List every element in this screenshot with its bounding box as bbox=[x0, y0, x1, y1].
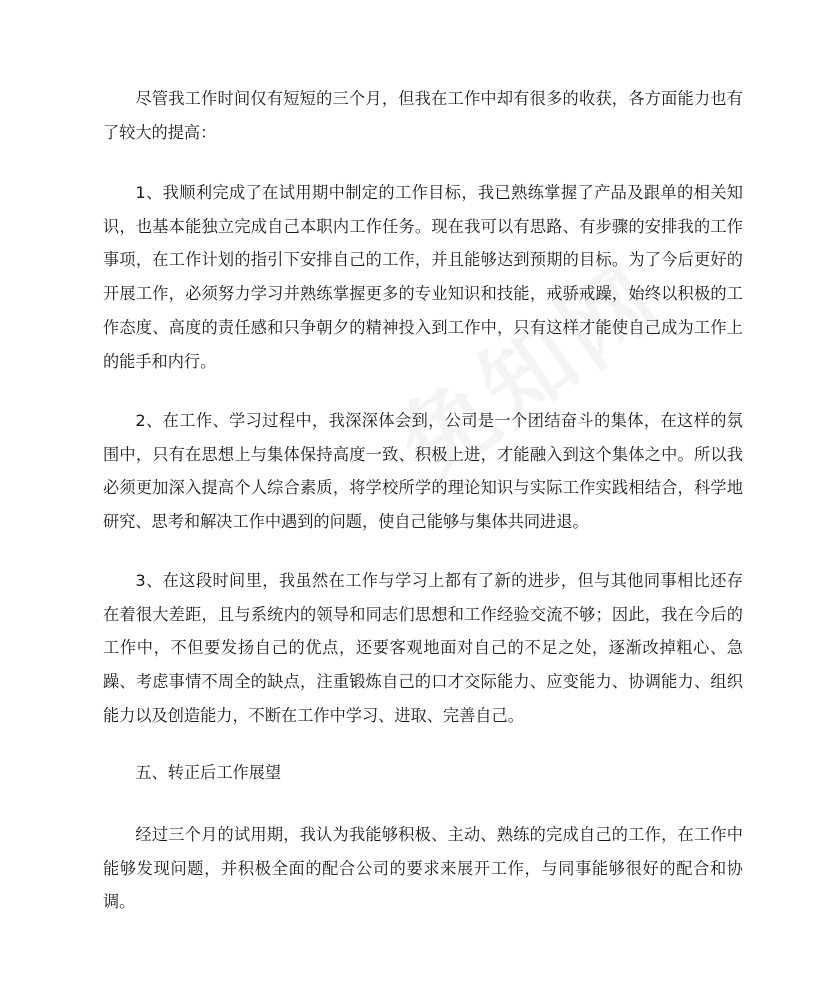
section-heading: 五、转正后工作展望 bbox=[135, 763, 282, 782]
point-3-paragraph: 3、在这段时间里，我虽然在工作与学习上都有了新的进步，但与其他同事相比还存在着很大差距，且与系统内的领导和同志们思想和工作经验交流不够；因此，我在今后的工作中，不但要发扬自己的优点，还要客观地面对自己的不足之处，逐渐改掉粗心、急躁、考虑事情不周全的缺点，注重锻炼自己的口才交际能力、应变能力、协调能力、组织能力以及创造能力，不断在工作中学习、进取、完善自己。 bbox=[103, 571, 743, 725]
point-2-paragraph: 2、在工作、学习过程中，我深深体会到，公司是一个团结奋斗的集体，在这样的氛围中，只有在思想上与集体保持高度一致、积极上进，才能融入到这个集体之中。所以我必须更加深入提高个人综合素质，将学校所学的理论知识与实际工作实践相结合，科学地研究、思考和解决工作中遇到的问题，使自己能够与集体共同进退。 bbox=[103, 411, 743, 532]
intro-paragraph: 尽管我工作时间仅有短短的三个月，但我在工作中却有很多的收获，各方面能力也有了较大的提高： bbox=[103, 89, 743, 142]
point-1-paragraph: 1、我顺利完成了在试用期中制定的工作目标，我已熟练掌握了产品及跟单的相关知识，也基本能独立完成自己本职内工作任务。现在我可以有思路、有步骤的安排我的工作事项，在工作计划的指引下安排自己的工作，并且能够达到预期的目标。为了今后更好的开展工作，必须努力学习并熟练掌握更多的专业知识和技能，戒骄戒躁，始终以积极的工作态度、高度的责任感和只争朝夕的精神投入到工作中，只有这样才能使自己成为工作上的能手和内行。 bbox=[103, 183, 743, 371]
outlook-paragraph: 经过三个月的试用期，我认为我能够积极、主动、熟练的完成自己的工作，在工作中能够发现问题，并积极全面的配合公司的要求来展开工作，与同事能够很好的配合和协调。 bbox=[103, 825, 743, 912]
